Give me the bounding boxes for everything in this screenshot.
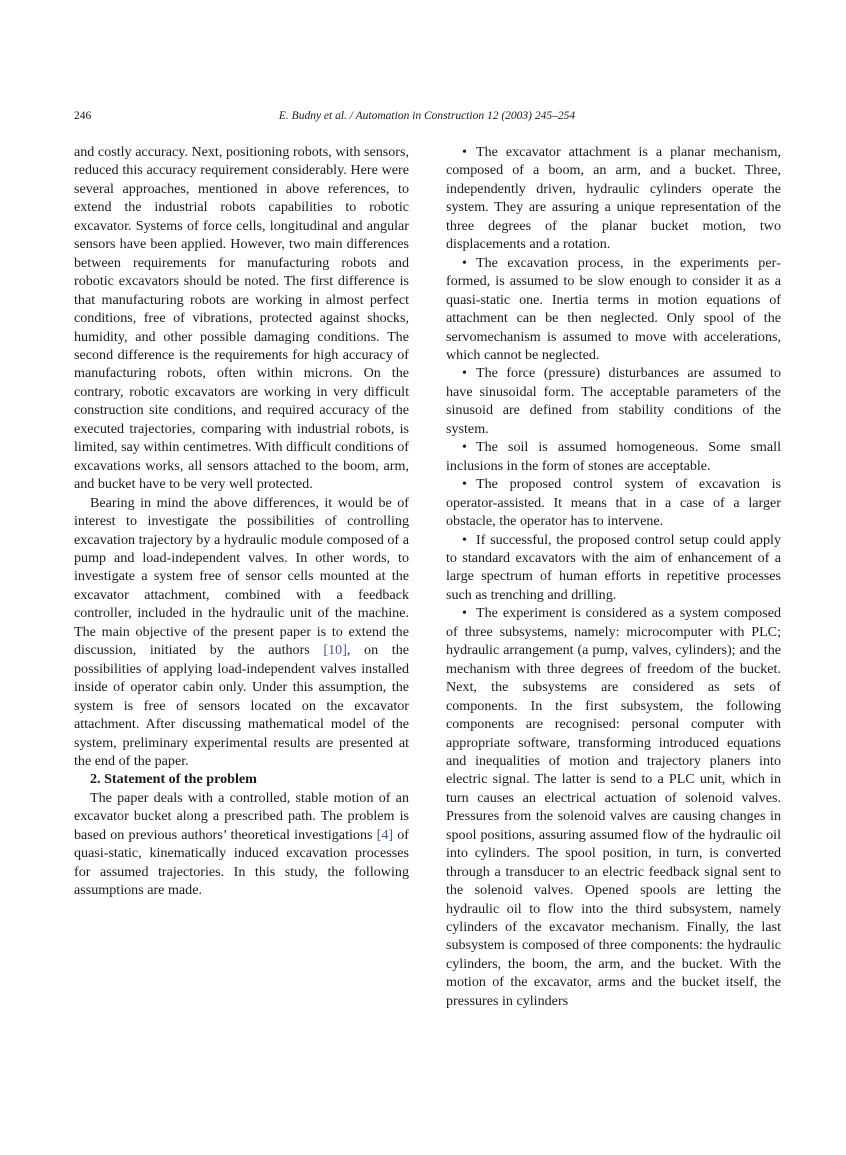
bullet-text: The soil is assumed homogeneous. Some small inclusions in the form of stones are acceptable.: [446, 439, 781, 474]
bullet-icon: •: [462, 365, 467, 382]
bullet-icon: •: [462, 144, 467, 160]
left-column: [74, 143, 409, 900]
bullet-text: The experiment is considered as a system composed of three subsystems, namely: microcomputer with PLC; hydraulic arrangement (a pump, valves, cylinders); and the mechanism with three degrees of freedom of the bucket. Next, the subsystems are considered as sets of components. In the first subsystem, the following components are recognised: personal computer with appropriate software, transforming introduced equations and inequalities of motion and trajectory planers into electric signal. The latter is send to a PLC unit, which in turn causes an electrical actuation of solenoid valves. Pressures from the solenoid valves are causing changes in spool positions, assuring assumed flow of the hydraulic oil into cylinders. The spool position, in turn, is converted through a transducer to an electric feedback signal sent to the solenoid valves. Opened spools are letting the hydraulic oil to flow into the third subsystem, namely cylinders of the excavator mechanism. Finally, the last subsystem is composed of three components: the hydraulic cylinders, the boom, the arm, and the bucket. With the motion of the excavator, arms and the bucket itself, the pressures in cylinders: [446, 605, 781, 1009]
running-header: [74, 108, 780, 124]
bullet-item: [446, 604, 781, 1010]
bullet-icon: •: [462, 439, 467, 456]
bullet-text: The force (pressure) disturbances are assumed to have sinusoidal form. The acceptable parameters of the sinusoid are defined from stability conditions of the system.: [446, 365, 781, 437]
bullet-icon: •: [462, 476, 467, 493]
reference-link[interactable]: [4]: [376, 826, 394, 843]
paragraph: [74, 789, 409, 900]
bullet-text: The excavator attachment is a planar mechanism, composed of a boom, an arm, and a bucket. Three, independently driven, hydraulic cylinders operate the system. They are assuring a unique representation of the three degrees of the planar bucket motion, two displacements and a rotation.: [446, 144, 781, 253]
paragraph-text: , on the possibilities of applying load-independent valves installed inside of operator cabin only. Under this assumption, the system is free of sensors located on the excavator attachment. After discussing mathematical model of the system, preliminary experimental results are presented at the end of the paper.: [74, 642, 409, 769]
paragraph-text: The paper deals with a controlled, stable motion of an excavator bucket along a prescribed path. The problem is based on previous authors’ theoretical investigations: [74, 789, 409, 843]
bullet-text: If successful, the proposed control setup could apply to standard excavators with the aim of enhancement of a large spectrum of human efforts in repetitive processes such as trenching and drilling.: [446, 531, 781, 603]
reference-link[interactable]: [10]: [323, 642, 347, 659]
bullet-icon: •: [462, 605, 467, 622]
bullet-text: The proposed control system of excavation is operator-assisted. It means that in a case of a larger obstacle, the operator has to intervene.: [446, 476, 781, 530]
bullet-icon: •: [462, 254, 467, 271]
page-number: 246: [74, 110, 92, 122]
bullet-item: [446, 143, 781, 254]
paragraph-text: of quasi-static, kinematically induced excavation processes for assumed trajectories. In this study, the following assumptions are made.: [74, 826, 410, 899]
bullet-item: [446, 364, 781, 438]
bullet-text: The excavation process, in the experiments performed, is assumed to be slow enough to consider it as a quasi-static one. Inertia terms in motion equations of attachment can be then neglected. Only spool of the servomechanism is assumed to move with accelerations, which cannot be neglected.: [446, 254, 781, 363]
journal-citation: E. Budny et al. / Automation in Construction 12 (2003) 245–254: [278, 110, 576, 122]
paragraph: and costly accuracy. Next, positioning robots, with sensors, reduced this accuracy requirement considerably. Here were several approaches, mentioned in above references, to extend the industrial robots capabilities to robotic excavator. Systems of force cells, longitudinal and angular sensors have been applied. However, two main differences between requirements for manufacturing robots and robotic excavators should be noted. The first difference is that manufacturing robots are working in almost perfect conditions, free of vibrations, protected against shocks, humidity, and other possible damaging conditions. The second difference is the requirements for high accuracy of manufacturing robots, often within microns. On the contrary, robotic excavators are working in very difficult construction site conditions, and required accuracy of the executed trajectories, comparing with industrial robots, is limited, say within centimetres. With difficult conditions of excavations works, all sensors attached to the boom, arm, and bucket have to be very well protected.: [74, 144, 409, 493]
bullet-icon: •: [462, 531, 467, 548]
paragraph: [74, 494, 409, 771]
section-heading: 2. Statement of the problem: [90, 771, 257, 788]
bullet-item: [446, 531, 781, 605]
bullet-item: [446, 475, 781, 530]
paragraph-text: Bearing in mind the above differences, it would be of interest to investigate the possibilities of controlling excavation trajectory by a hydraulic module composed of a pump and load-independent valves. In other words, to investigate a system free of sensor cells mounted at the excavator attachment, combined with a feedback controller, included in the hydraulic unit of the machine. The main objective of the present paper is to extend the discussion, initiated by the authors: [74, 494, 409, 659]
bullet-item: [446, 438, 781, 475]
right-column: [446, 143, 781, 1010]
bullet-item: [446, 254, 781, 365]
